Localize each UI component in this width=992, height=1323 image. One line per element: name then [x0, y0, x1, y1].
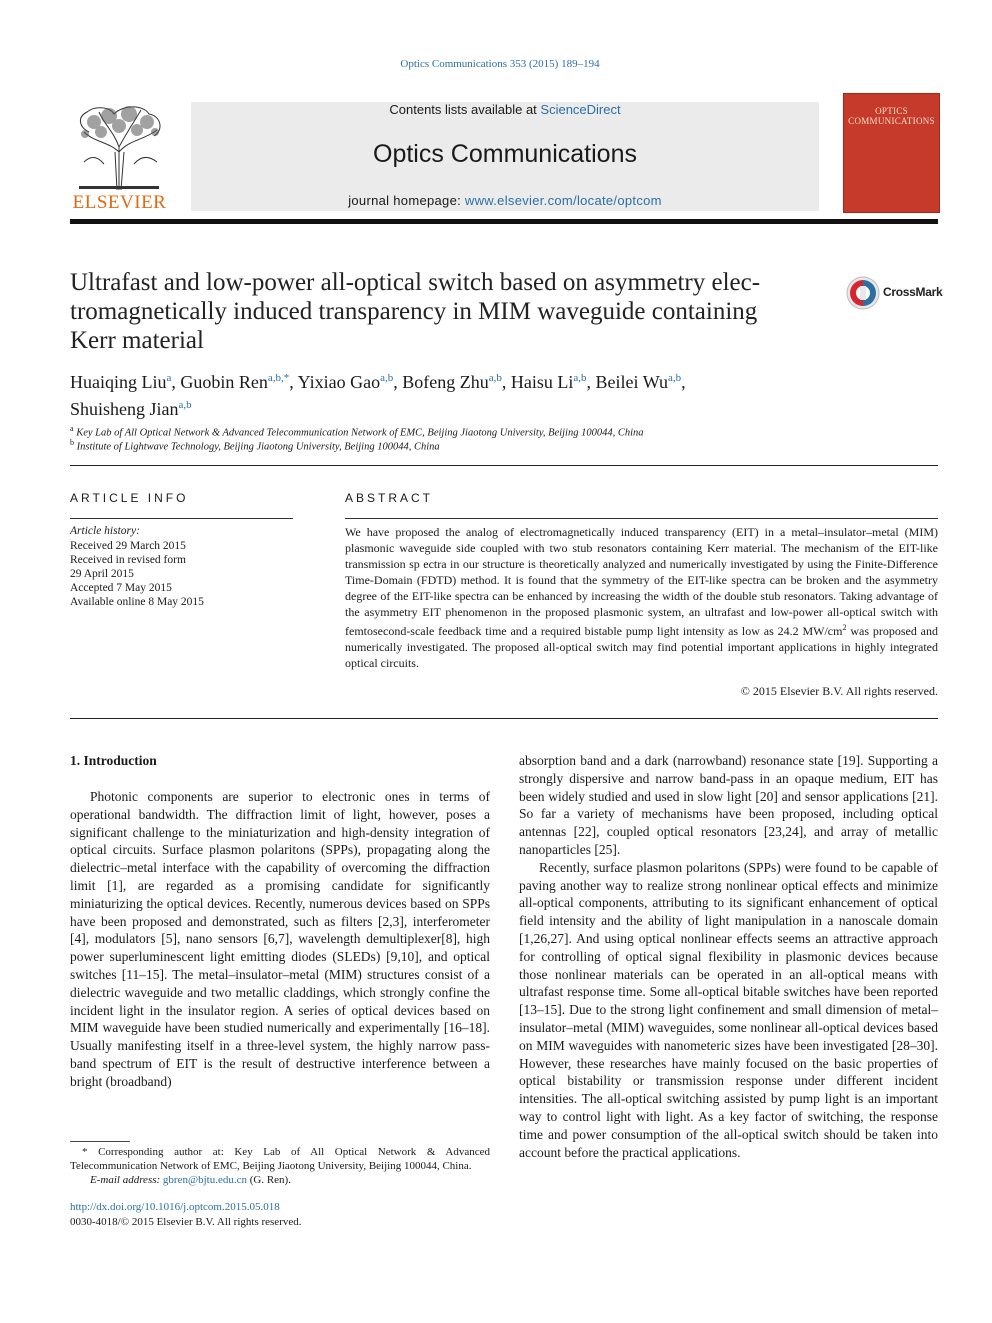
author-affiliation-mark[interactable]: a,b — [667, 372, 682, 384]
crossmark-badge[interactable] — [846, 276, 986, 310]
footnote-rule — [70, 1141, 130, 1142]
article-info-heading: ARTICLE INFO — [70, 491, 189, 505]
body-paragraph: Recently, surface plasmon polaritons (SPPs) were found to be capable of paving another way to realize strong nonlinear optical effects and minimize all-optical components, attributing to its significant enhancement of optical field intensity and the ability of light manipulation in a nanoscale domain [1,26,27]. And using optical nonlinear effects seems an attractive approach for controlling of optical signal flexibility in plasmonic devices because those nonlinear materials can be operated in an all-optical means with ultrafast response time. Some all-optical bitable switches have been reported [13–15]. Due to the strong light confinement and small dimension of metal–insulator–metal (MIM) waveguides, some nonlinear all-optical devices based on MIM waveguides with nanometeric sizes have been investigated [28–30]. However, these researches have mainly focused on the basic properties of optical bistability or transmission response under different incident intensities. The all-optical switching assisted by pump light is an important way to control light with light. As a key factor of switching, the response time and power consumption of the all-optical switch should be taken into account before the practical applications. — [519, 859, 938, 1160]
body-paragraph: absorption band and a dark (narrowband) resonance state [19]. Supporting a strongly dispersive and narrow band-pass in an opaque medium, EIT has been widely studied and used in slow light [20] and sensor applications [21]. So far a variety of mechanisms have been proposed, including optical antennas [22], coupled optical resonators [23,24], and array of metallic nanoparticles [25]. — [519, 753, 938, 857]
contents-line — [191, 102, 819, 117]
header-rule — [70, 219, 938, 224]
author-affiliation-mark[interactable]: a,b — [573, 372, 587, 384]
article-history — [70, 539, 204, 609]
author-name[interactable]: Yixiao Gao — [297, 372, 381, 392]
journal-cover-thumbnail[interactable] — [843, 93, 940, 213]
abstract-heading: ABSTRACT — [345, 491, 434, 505]
author-name[interactable]: Beilei Wu — [595, 372, 668, 392]
abstract-body-end: was proposed and numerically investigated. The proposed all-optical switch may find potential important applications in highly integrated optical circuits. — [345, 624, 939, 670]
author-list: Huaiqing Liu$^a$, Guobin Ren$^{a,b,*}$, Yixiao Gao$^{a,b}$, Bofeng Zhu$^{a,b}$, Haisu Li$^{a,b}$, Beilei Wu$^{a,b}$, Shuisheng Jian$^{a,b}$ — [70, 372, 686, 419]
title-line: Kerr material — [70, 327, 204, 354]
affiliation-text: Key Lab of All Optical Network & Advanced Telecommunication Network of EMC, Beijing Jiaotong University, Beijing 100044, China — [76, 427, 644, 439]
author-affiliation-mark[interactable]: a,b — [178, 399, 192, 411]
author-name[interactable]: Bofeng Zhu — [402, 372, 489, 392]
affiliation-mark: a — [70, 424, 74, 433]
history-entry: Available online 8 May 2015 — [70, 596, 204, 608]
email-suffix: (G. Ren). — [246, 1174, 291, 1186]
author-affiliation-mark[interactable]: a,b,* — [267, 372, 290, 384]
issn-line: 0030-4018/© 2015 Elsevier B.V. All rights reserved. — [70, 1216, 302, 1228]
homepage-line — [191, 193, 819, 208]
affiliation — [70, 424, 930, 439]
history-entry: Received in revised form — [70, 554, 186, 566]
section-divider — [70, 465, 938, 466]
email-link[interactable]: gbren@bjtu.edu.cn — [162, 1174, 247, 1186]
body-column-right — [519, 752, 938, 1161]
contents-prefix: Contents lists available at — [389, 102, 541, 117]
affiliation — [70, 438, 930, 453]
crossmark-icon — [846, 276, 880, 310]
author-affiliation-mark[interactable]: a,b — [488, 372, 502, 384]
paper-title — [70, 268, 830, 355]
cover-title: OPTICS COMMUNICATIONS — [848, 106, 935, 126]
affiliation-text: Institute of Lightwave Technology, Beijing Jiaotong University, Beijing 100044, China — [76, 441, 440, 453]
author-name[interactable]: Haisu Li — [510, 372, 574, 392]
author-affiliation-mark[interactable]: a,b — [380, 372, 394, 384]
author-name[interactable]: Shuisheng Jian — [70, 399, 179, 419]
article-info-rule — [70, 518, 293, 519]
body-column-left: Photonic components are superior to electronic ones in terms of operational bandwidth. The diffraction limit of light, however, poses a significant challenge to the miniaturization and high-density integration of optical circuits. Surface plasmon polaritons (SPPs), propagating along the dielectric–metal interface with the capability of overcoming the diffraction limit [1], are regarded as a promising candidate for significantly miniaturizing the optical devices. Recently, numerous devices based on SPPs have been proposed and demonstrated, such as filters [2,3], interferometer [4], modulators [5], nano sensors [6,7], wavelength demultiplexer[8], high power superluminescent light emitting diodes (SLEDs) [9,10], and optical switches [11–15]. The metal–insulator–metal (MIM) structures consist of a dielectric waveguide and two metallic claddings, which strongly confine the incident light in the insulator region. A series of optical devices based on MIM waveguide have been studied numerically and experimentally [16–18]. Usually manifesting itself in a three-level system, the highly narrow pass-band spectrum of EIT is the result of destructive interference between a bright (broadband) — [70, 789, 490, 1089]
author-name[interactable]: Huaiqing Liu — [70, 372, 167, 392]
title-line: tromagnetically induced transparency in MIM waveguide containing — [70, 298, 758, 325]
elsevier-wordmark: ELSEVIER — [72, 192, 167, 213]
homepage-prefix: journal homepage: — [348, 193, 465, 208]
email-label: E-mail address: — [90, 1174, 161, 1186]
footnote — [70, 1145, 490, 1187]
abstract-body: We have proposed the analog of electromagnetically induced transparency (EIT) in a metal–insulator–metal (MIM) plasmonic waveguide side coupled with two stub resonators containing Kerr material. The mechanism of the EIT-like transmission sp ectra in our structure is theoretically analyzed and numerically investigated by using the Finite-Difference Time-Domain (FDTD) method. It is found that the symmetry of the EIT-like spectra can be broken and the asymmetry degree of the EIT-like spectra can be enhanced by increasing the width of the double stub resonators. Taking advantage of the asymmetry EIT phenomenon in the proposed plasmonic system, an ultrafast and low-power all-optical switch with femtosecond-scale feedback time and a required bistable pump light intensity as low as 24.2 MW/cm — [345, 525, 938, 638]
article-history-label: Article history: — [70, 525, 140, 537]
section-divider — [70, 718, 938, 719]
abstract-text — [345, 524, 938, 671]
abstract-rule — [345, 518, 938, 519]
corresponding-author-note: * Corresponding author at: Key Lab of All Optical Network & Advanced Telecommunication Network of EMC, Beijing Jiaotong University, Beijing 100044, China. — [70, 1146, 490, 1172]
history-entry: Received 29 March 2015 — [70, 540, 186, 552]
journal-citation[interactable]: Optics Communications 353 (2015) 189–194 — [400, 58, 600, 70]
history-entry: Accepted 7 May 2015 — [70, 582, 172, 594]
abstract-superscript: 2 — [842, 623, 847, 632]
doi-link[interactable]: http://dx.doi.org/10.1016/j.optcom.2015.05.018 — [70, 1201, 280, 1213]
title-line: Ultrafast and low-power all-optical switch based on asymmetry elec- — [70, 269, 761, 296]
homepage-link[interactable]: www.elsevier.com/locate/optcom — [464, 193, 662, 208]
crossmark-label: CrossMark — [883, 285, 943, 299]
introduction-heading: 1. Introduction — [70, 753, 157, 768]
affiliation-mark: b — [70, 438, 74, 447]
journal-title: Optics Communications — [373, 140, 637, 168]
abstract-copyright: © 2015 Elsevier B.V. All rights reserved. — [740, 684, 938, 698]
email-line — [70, 1173, 490, 1187]
sciencedirect-link[interactable]: ScienceDirect — [540, 102, 621, 117]
author-affiliation-mark[interactable]: a — [166, 372, 172, 384]
history-entry: 29 April 2015 — [70, 568, 134, 580]
elsevier-tree-icon — [69, 102, 170, 192]
author-name[interactable]: Guobin Ren — [180, 372, 268, 392]
